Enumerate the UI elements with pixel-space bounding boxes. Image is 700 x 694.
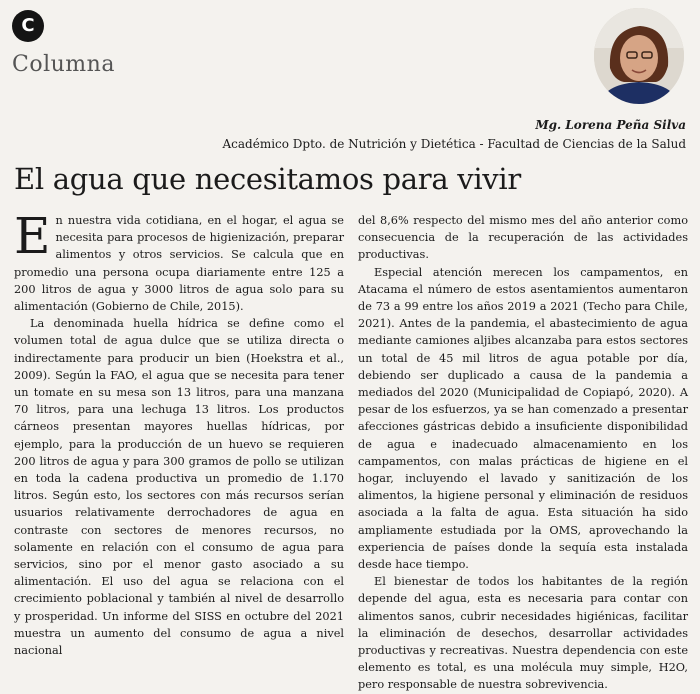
drop-cap: E — [14, 207, 51, 265]
section-label: Columna — [12, 52, 115, 77]
author-role: Académico Dpto. de Nutrición y Dietética - Facultad de Ciencias de la Salud — [222, 137, 686, 151]
article-column-right — [358, 212, 688, 694]
article-column-left — [14, 207, 344, 659]
paragraph: Especial atención merecen los campamentos, en Atacama el número de estos asentamientos aumentaron de 73 a 99 entre los años 2019 a 2021 (Techo para Chile, 2021). Antes de la pandemia, el abastecimiento de agua mediante camiones aljibes alcanzaba para estos sectores un total de 45 mil litros de agua potable por día, debiendo ser duplicado a causa de la pandemia a mediados del 2020 (Municipalidad de Copiapó, 2020). A pesar de los esfuerzos, ya se han comenzado a presentar afecciones gástricas debido a insuficiente disponibilidad de agua e inadecuado almacenamiento en los campamentos, con malas prácticas de higiene en el hogar, incluyendo el lavado y sanitización de los alimentos, la higiene personal y eliminación de residuos asociada a la falta de agua. Esta situación ha sido ampliamente estudiada por la OMS, aprovechando la experiencia de países donde la sequía esta instalada desde hace tiempo. — [358, 265, 688, 572]
article-title: El agua que necesitamos para vivir — [14, 162, 521, 196]
paragraph: La denominada huella hídrica se define como el volumen total de agua dulce que se utiliza directa o indirectamente para producir un bien (Hoekstra et al., 2009). Según la FAO, el agua que se necesita para tener un tomate en su mesa son 13 litros, para una manzana 70 litros, para una lechuga 13 litros. Los productos cárneos presentan mayores huellas hídricas, por ejemplo, para la producción de un huevo se requieren 200 litros de agua y para 300 gramos de pollo se utilizan en toda la cadena productiva un promedio de 1.170 litros. Según esto, los sectores con más recursos serían usuarios relativamente derrochadores de agua en contraste con sectores de menores recursos, no solamente en relación con el consumo de agua para servicios, sino por el menor gasto asociado a su alimentación. El uso del agua se relaciona con el crecimiento poblacional y también al nivel de desarrollo y prosperidad. Un informe del SISS en octubre del 2021 muestra un aumento del consumo de agua a nivel nacional — [14, 317, 344, 658]
column-badge: C — [12, 10, 44, 42]
paragraph-text: n nuestra vida cotidiana, en el hogar, el agua se necesita para procesos de higienización, preparar alimentos y otros servicios. Se calcula que en promedio una persona ocupa diariamente entre 125 a 200 litros de agua y 3000 litros de agua solo para su alimentación (Gobierno de Chile, 2015). — [14, 214, 344, 314]
author-photo — [594, 8, 684, 104]
paragraph: del 8,6% respecto del mismo mes del año anterior como consecuencia de la recuperación de las actividades productivas. — [358, 214, 688, 262]
paragraph: El bienestar de todos los habitantes de la región depende del agua, esta es necesaria para contar con alimentos sanos, cubrir necesidades higiénicas, facilitar la eliminación de desechos, desarrollar actividades productivas y recreativas. Nuestra dependencia con este elemento es total, es una molécula muy simple, H2O, pero responsable de nuestra sobrevivencia. — [358, 575, 688, 692]
author-name: Mg. Lorena Peña Silva — [535, 118, 686, 132]
paragraph — [14, 207, 344, 315]
author-portrait-icon — [594, 8, 684, 104]
